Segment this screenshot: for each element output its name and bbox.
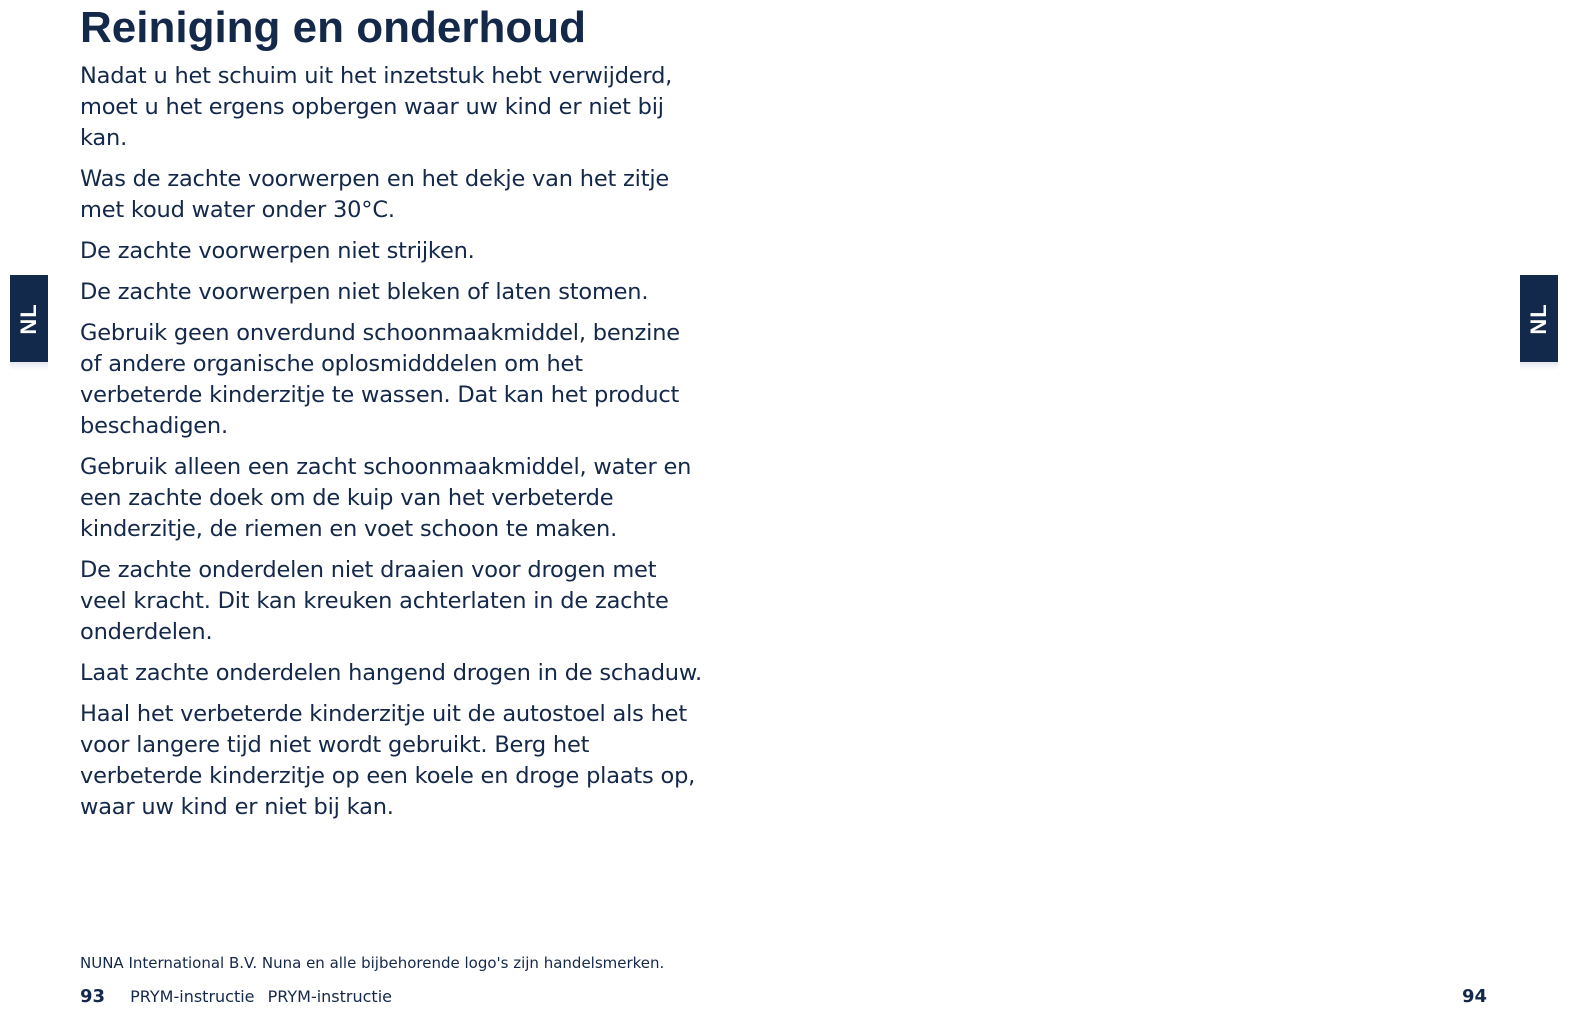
language-tab-right-label: NL: [1526, 302, 1551, 335]
page-title: Reiniging en onderhoud: [80, 3, 586, 52]
page-number-left: 93: [80, 986, 106, 1007]
body-text: [80, 61, 706, 833]
language-tab-right-shadow: [1520, 362, 1558, 370]
doc-title-left: PRYM-instructie: [130, 987, 255, 1006]
language-tab-right: [1520, 275, 1558, 362]
paragraph-no-wringing: De zachte onderdelen niet draaien voor drogen met veel kracht. Dit kan kreuken achterlaten in de zachte onderdelen.: [80, 557, 669, 645]
page-number-right: 94: [1462, 986, 1488, 1007]
language-tab-left-shadow: [10, 362, 48, 370]
paragraph-no-ironing: De zachte voorwerpen niet strijken.: [80, 238, 475, 264]
language-tab-left: [10, 275, 48, 362]
paragraph-wash-instructions: Was de zachte voorwerpen en het dekje van het zitje met koud water onder 30°C.: [80, 166, 670, 223]
doc-title-right: PRYM-instructie: [267, 987, 392, 1006]
paragraph-storage: Haal het verbeterde kinderzitje uit de autostoel als het voor langere tijd niet wordt gebruikt. Berg het verbeterde kinderzitje op een koele en droge plaats op, waar uw kind er niet bij kan.: [80, 701, 696, 820]
paragraph-hang-dry: Laat zachte onderdelen hangend drogen in de schaduw.: [80, 660, 702, 686]
paragraph-no-bleach: De zachte voorwerpen niet bleken of laten stomen.: [80, 279, 649, 305]
paragraph-foam-storage: Nadat u het schuim uit het inzetstuk hebt verwijderd, moet u het ergens opbergen waar uw kind er niet bij kan.: [80, 63, 673, 151]
paragraph-mild-detergent: Gebruik alleen een zacht schoonmaakmiddel, water en een zachte doek om de kuip van het verbeterde kinderzitje, de riemen en voet schoon te maken.: [80, 454, 692, 542]
footer-left: [80, 984, 392, 1010]
language-tab-left-label: NL: [16, 302, 41, 335]
paragraph-no-solvents: Gebruik geen onverdund schoonmaakmiddel, benzine of andere organische oplosmidddelen om het verbeterde kinderzitje te wassen. Dat kan het product beschadigen.: [80, 320, 680, 439]
trademark-footnote: NUNA International B.V. Nuna en alle bijbehorende logo's zijn handelsmerken.: [80, 954, 665, 972]
